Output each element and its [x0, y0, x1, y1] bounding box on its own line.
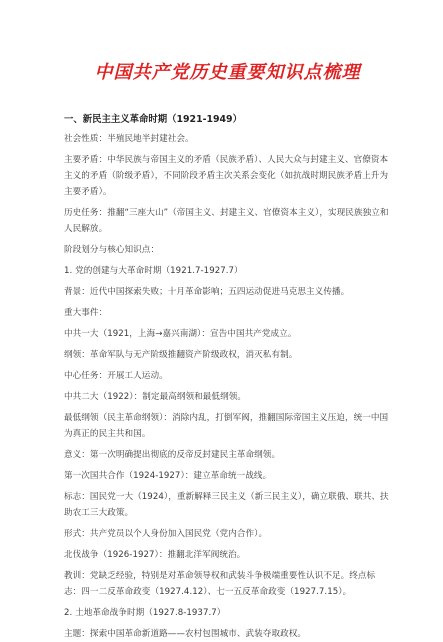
paragraph-stage-division: 阶段划分与核心知识点：: [64, 245, 160, 255]
paragraph-cooperation-form: 形式：共产党员以个人身份加入国民党（党内合作）。: [64, 529, 268, 539]
paragraph-minimum-program: 最低纲领（民主革命纲领）：消除内乱，打倒军阀，推翻国际帝国主义压迫，统一中国为真正的民主共和国。: [64, 413, 389, 439]
paragraph-significance: 意义：第一次明确提出彻底的反帝反封建民主革命纲领。: [64, 450, 281, 460]
paragraph-major-events: 重大事件：: [64, 308, 108, 318]
paragraph-northern-expedition: 北伐战争（1926-1927）：推翻北洋军阀统治。: [64, 550, 246, 560]
paragraph-stage-2-title: 2. 土地革命战争时期（1927.8-1937.7）: [64, 608, 226, 618]
document-title: 中国共产党历史重要知识点梳理: [94, 62, 361, 83]
paragraph-first-cooperation: 第一次国共合作（1924-1927）：建立革命统一战线。: [64, 471, 272, 481]
section-heading: 一、新民主主义革命时期（1921-1949）: [64, 114, 242, 125]
paragraph-lessons: 教训：党缺乏经验，特别是对革命领导权和武装斗争极端重要性认识不足。终点标志：四一二反革命政变（1927.4.12）、七一五反革命政变（1927.7.15）。: [64, 571, 376, 597]
paragraph-program: 纲领：革命军队与无产阶级推翻资产阶级政权，消灭私有制。: [64, 350, 298, 360]
paragraph-central-task: 中心任务：开展工人运动。: [64, 371, 168, 381]
paragraph-cooperation-sign: 标志：国民党一大（1924），重新解释三民主义（新三民主义），确立联俄、联共、扶助农工三大政策。: [64, 492, 389, 518]
paragraph-social-nature: 社会性质：半殖民地半封建社会。: [64, 134, 194, 144]
paragraph-stage-1-title: 1. 党的创建与大革命时期（1921.7-1927.7）: [64, 266, 243, 276]
paragraph-background: 背景：近代中国探索失败；十月革命影响；五四运动促进马克思主义传播。: [64, 287, 350, 297]
paragraph-first-congress: 中共一大（1921，上海→嘉兴南湖）：宣告中国共产党成立。: [64, 329, 297, 339]
paragraph-historical-task: 历史任务：推翻“三座大山”（帝国主义、封建主义、官僚资本主义），实现民族独立和人民解放。: [64, 208, 389, 234]
paragraph-main-contradiction: 主要矛盾：中华民族与帝国主义的矛盾（民族矛盾）、人民大众与封建主义、官僚资本主义的矛盾（阶级矛盾），不同阶段矛盾主次关系会变化（如抗战时期民族矛盾上升为主要矛盾）。: [64, 155, 389, 197]
paragraph-second-congress: 中共二大（1922）：制定最高纲领和最低纲领。: [64, 392, 247, 402]
paragraph-theme: 主题：探索中国革命新道路——农村包围城市、武装夺取政权。: [64, 629, 307, 639]
